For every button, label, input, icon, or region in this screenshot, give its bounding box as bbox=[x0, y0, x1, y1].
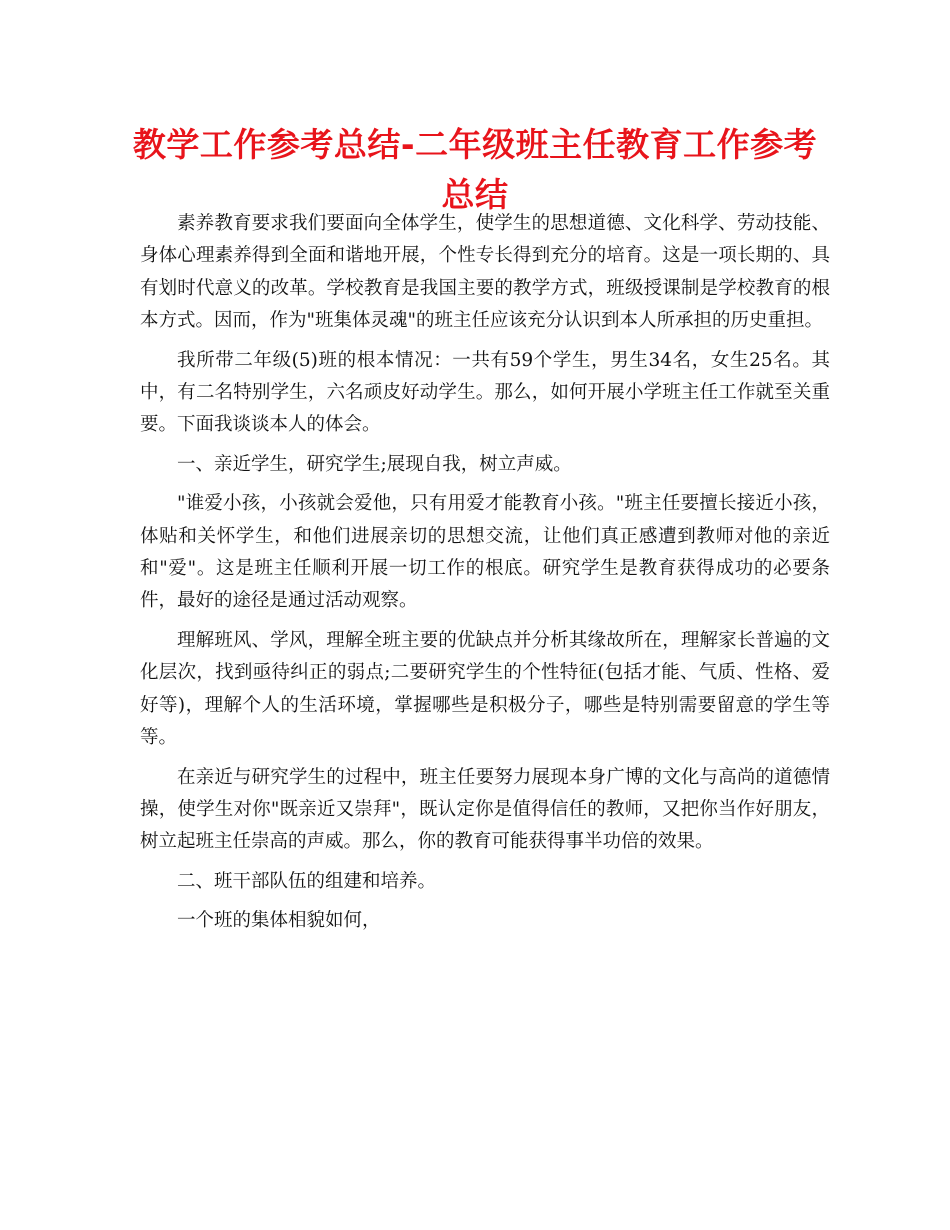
document-title: 教学工作参考总结-二年级班主任教育工作参考总结 bbox=[132, 125, 818, 214]
section-heading-1: 一、亲近学生，研究学生;展现自我，树立声威。 bbox=[177, 453, 572, 475]
paragraph-2: 我所带二年级(5)班的根本情况：一共有59个学生，男生34名，女生25名。其中，有二名特别学生，六名顽皮好动学生。那么，如何开展小学班主任工作就至关重要。下面我谈谈本人的体会。 bbox=[140, 349, 830, 436]
document-body bbox=[140, 208, 830, 938]
paragraph-3: "谁爱小孩，小孩就会爱他，只有用爱才能教育小孩。"班主任要擅长接近小孩，体贴和关怀学生，和他们进展亲切的思想交流，让他们真正感遭到教师对他的亲近和"爱"。这是班主任顺利开展一切工作的根底。研究学生是教育获得成功的必要条件，最好的途径是通过活动观察。 bbox=[140, 493, 830, 612]
paragraph-6: 一个班的集体相貌如何， bbox=[177, 910, 381, 932]
paragraph-5: 在亲近与研究学生的过程中，班主任要努力展现本身广博的文化与高尚的道德情操，使学生对你"既亲近又崇拜"，既认定你是值得信任的教师，又把你当作好朋友，树立起班主任崇高的声威。那么，你的教育可能获得事半功倍的效果。 bbox=[140, 766, 830, 853]
section-heading-2: 二、班干部队伍的组建和培养。 bbox=[177, 870, 437, 892]
paragraph-4: 理解班风、学风，理解全班主要的优缺点并分析其缘故所在，理解家长普遍的文化层次，找到亟待纠正的弱点;二要研究学生的个性特征(包括才能、气质、性格、爱好等)，理解个人的生活环境，掌握哪些是积极分子，哪些是特别需要留意的学生等等。 bbox=[140, 629, 830, 749]
paragraph-1: 素养教育要求我们要面向全体学生，使学生的思想道德、文化科学、劳动技能、身体心理素养得到全面和谐地开展，个性专长得到充分的培育。这是一项长期的、具有划时代意义的改革。学校教育是我国主要的教学方式，班级授课制是学校教育的根本方式。因而，作为"班集体灵魂"的班主任应该充分认识到本人所承担的历史重担。 bbox=[140, 213, 830, 332]
